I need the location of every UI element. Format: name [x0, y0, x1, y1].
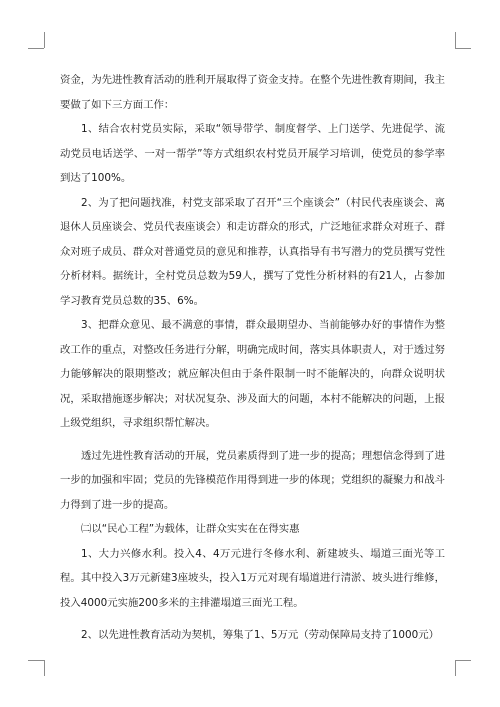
paragraph-item-1-study: 1、结合农村党员实际，采取“领导带学、制度督学、上门送学、先进促学、流动党员电话送学、一对一帮学”等方式组织农村党员开展学习培训，使党员的参学率到达了100%。 [60, 123, 445, 184]
paragraph-summary: 透过先进性教育活动的开展，党员素质得到了进一步的提高；理想信念得到了进一步的加强和牢固；党员的先锋模范作用得到进一步的体现；党组织的凝聚力和战斗力得到了进一步的提高。 [60, 449, 445, 511]
document-body [60, 68, 445, 648]
section-heading-2: ㈡以“民心工程”为载体，让群众实实在在得实惠 [81, 523, 300, 535]
paragraph-water-conservancy: 1、大力兴修水利。投入4、4万元进行冬修水利、新建坡头、塌道三面光等工程。其中投入3万元新建3座坡头，投入1万元对现有塌道进行清淤、坡头进行维修，投入4000元实施200多米的主排灌塌道三面光工程。 [60, 547, 445, 609]
paragraph-funding-intro: 资金，为先进性教育活动的胜利开展取得了资金支持。在整个先进性教育期间，我主要做了如下三方面工作： [60, 74, 445, 111]
paragraph-item-2-forums: 2、为了把问题找准，村党支部采取了召开“三个座谈会”（村民代表座谈会、离退休人员座谈会、党员代表座谈会）和走访群众的形式，广泛地征求群众对班子、群众对班子成员、群众对普通党员的意见和推荐，认真指导有书写潜力的党员撰写党性分析材料。据统计，全村党员总数为59人，撰写了党性分析材料的有21人，占参加学习教育党员总数的35、6%。 [60, 196, 445, 307]
paragraph-item-3-rectification: 3、把群众意见、最不满意的事情，群众最期望办、当前能够办好的事情作为整改工作的重点，对整改任务进行分解，明确完成时间，落实具体职责人，对于透过努力能够解决的限期整改；就应解决但由于条件限制一时不能解决的，向群众说明状况，采取措施逐步解决；对状况复杂、涉及面大的问题，本村不能解决的问题，上报上级党组织，寻求组织帮忙解决。 [60, 319, 445, 429]
paragraph-fundraising: 2、以先进性教育活动为契机，筹集了1、5万元（劳动保障局支持了1000元） [81, 629, 439, 641]
